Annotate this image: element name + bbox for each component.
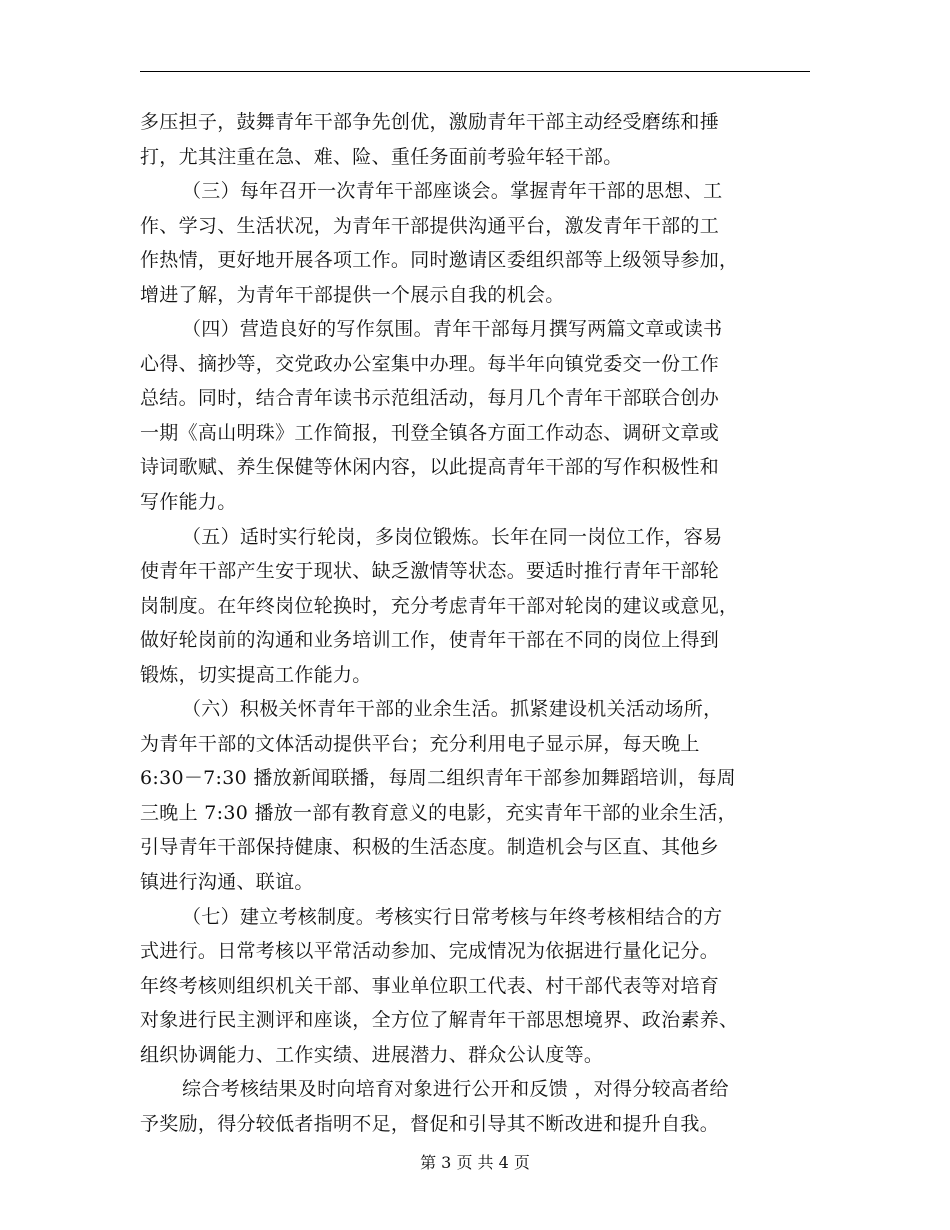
text-line: 年终考核则组织机关干部、事业单位职工代表、村干部代表等对培育 (140, 974, 720, 997)
page-footer: 第 3 页 共 4 页 (420, 1153, 530, 1172)
text-line: 镇进行沟通、联谊。 (140, 871, 314, 894)
text-line: 三晚上 7:30 播放一部有教育意义的电影，充实青年干部的业余生活， (140, 801, 737, 824)
text-line: 多压担子，鼓舞青年干部争先创优，激励青年干部主动经受磨练和捶 (140, 111, 720, 133)
text-line: 予奖励，得分较低者指明不足，督促和引导其不断改进和提升自我。 (140, 1112, 720, 1135)
text-line: 锻炼，切实提高工作能力。 (140, 663, 372, 686)
text-line: 对象进行民主测评和座谈，全方位了解青年干部思想境界、政治素养、 (140, 1009, 739, 1032)
text-line: 诗词歌赋、养生保健等休闲内容，以此提高青年干部的写作积极性和 (140, 456, 720, 479)
paragraph-first-line: （六）积极关怀青年干部的业余生活。抓紧建设机关活动场所， (182, 698, 723, 721)
text-line: 引导青年干部保持健康、积极的生活态度。制造机会与区直、其他乡 (140, 836, 720, 859)
text-line: 6:30－7:30 播放新闻联播，每周二组织青年干部参加舞蹈培训，每周 (140, 767, 736, 790)
text-line: 作、学习、生活状况，为青年干部提供沟通平台，激发青年干部的工 (140, 214, 720, 237)
text-line: 做好轮岗前的沟通和业务培训工作，使青年干部在不同的岗位上得到 (140, 629, 720, 652)
paragraph-first-line: （四）营造良好的写作氛围。青年干部每月撰写两篇文章或读书 (182, 318, 723, 341)
paragraph-first-line: （七）建立考核制度。考核实行日常考核与年终考核相结合的方 (182, 905, 723, 928)
text-line: 打，尤其注重在急、难、险、重任务面前考验年轻干部。 (140, 145, 623, 168)
text-line: 总结。同时，结合青年读书示范组活动，每月几个青年干部联合创办 (140, 387, 720, 410)
paragraph-first-line: （三）每年召开一次青年干部座谈会。掌握青年干部的思想、工 (182, 180, 723, 203)
text-line: 使青年干部产生安于现状、缺乏激情等状态。要适时推行青年干部轮 (140, 560, 720, 583)
text-line: 为青年干部的文体活动提供平台；充分利用电子显示屏，每天晚上 (140, 732, 700, 755)
paragraph-first-line: 综合考核结果及时向培育对象进行公开和反馈 ，对得分较高者给 (182, 1078, 729, 1101)
text-line: 作热情，更好地开展各项工作。同时邀请区委组织部等上级领导参加， (140, 249, 739, 272)
document-body (140, 105, 810, 1141)
text-line: 式进行。日常考核以平常活动参加、完成情况为依据进行量化记分。 (140, 940, 720, 963)
paragraph-first-line: （五）适时实行轮岗，多岗位锻炼。长年在同一岗位工作，容易 (182, 525, 723, 548)
text-line: 岗制度。在年终岗位轮换时，充分考虑青年干部对轮岗的建议或意见， (140, 594, 739, 617)
text-line: 组织协调能力、工作实绩、进展潜力、群众公认度等。 (140, 1043, 604, 1066)
text-line: 一期《高山明珠》工作简报，刊登全镇各方面工作动态、调研文章或 (140, 421, 720, 444)
text-line: 心得、摘抄等，交党政办公室集中办理。每半年向镇党委交一份工作 (140, 352, 720, 375)
header-rule (140, 71, 810, 72)
text-line: 增进了解，为青年干部提供一个展示自我的机会。 (140, 283, 565, 306)
text-line: 写作能力。 (140, 491, 237, 514)
